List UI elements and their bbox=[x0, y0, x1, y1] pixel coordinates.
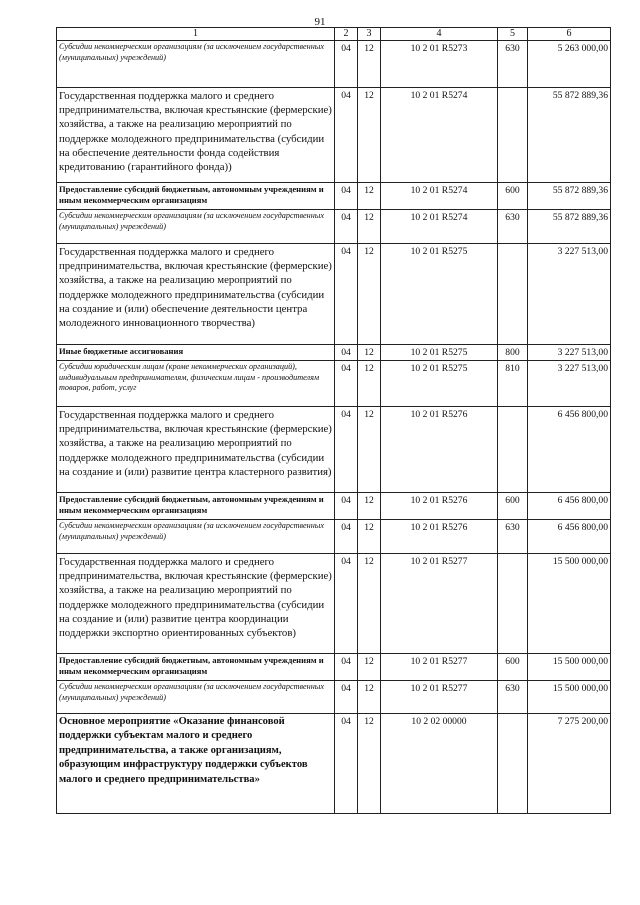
subsection-code: 12 bbox=[358, 41, 381, 88]
expense-type-code: 600 bbox=[498, 183, 528, 210]
subsection-code: 12 bbox=[358, 554, 381, 654]
subsection-code: 12 bbox=[358, 407, 381, 493]
amount: 6 456 800,00 bbox=[528, 407, 611, 493]
subsection-code: 12 bbox=[358, 244, 381, 345]
target-article-code: 10 2 01 R5274 bbox=[381, 183, 498, 210]
table-row bbox=[57, 654, 611, 681]
row-name: Предоставление субсидий бюджетным, автономным учреждениям и иным некоммерческим организациям bbox=[57, 183, 335, 210]
target-article-code: 10 2 01 R5276 bbox=[381, 520, 498, 554]
section-code: 04 bbox=[335, 493, 358, 520]
section-code: 04 bbox=[335, 210, 358, 244]
subsection-code: 12 bbox=[358, 681, 381, 714]
target-article-code: 10 2 02 00000 bbox=[381, 714, 498, 814]
table-row bbox=[57, 210, 611, 244]
row-name: Основное мероприятие «Оказание финансовой поддержки субъектам малого и среднего предпринимательства, а также организациям, образующим инфраструктуру поддержки субъектов малого и среднего предпринимательства» bbox=[57, 714, 335, 814]
expense-type-code: 600 bbox=[498, 654, 528, 681]
amount: 7 275 200,00 bbox=[528, 714, 611, 814]
column-header: 4 bbox=[381, 28, 498, 41]
table-row bbox=[57, 554, 611, 654]
target-article-code: 10 2 01 R5275 bbox=[381, 244, 498, 345]
amount: 5 263 000,00 bbox=[528, 41, 611, 88]
subsection-code: 12 bbox=[358, 88, 381, 183]
amount: 3 227 513,00 bbox=[528, 345, 611, 361]
target-article-code: 10 2 01 R5277 bbox=[381, 554, 498, 654]
target-article-code: 10 2 01 R5276 bbox=[381, 493, 498, 520]
expense-type-code bbox=[498, 88, 528, 183]
amount: 55 872 889,36 bbox=[528, 88, 611, 183]
expense-type-code bbox=[498, 714, 528, 814]
table-row bbox=[57, 407, 611, 493]
subsection-code: 12 bbox=[358, 183, 381, 210]
column-header: 2 bbox=[335, 28, 358, 41]
budget-table bbox=[56, 27, 611, 814]
expense-type-code: 810 bbox=[498, 361, 528, 407]
subsection-code: 12 bbox=[358, 654, 381, 681]
row-name: Субсидии некоммерческим организациям (за исключением государственных (муниципальных) учреждений) bbox=[57, 210, 335, 244]
section-code: 04 bbox=[335, 520, 358, 554]
target-article-code: 10 2 01 R5275 bbox=[381, 345, 498, 361]
section-code: 04 bbox=[335, 681, 358, 714]
amount: 55 872 889,36 bbox=[528, 183, 611, 210]
table-row bbox=[57, 520, 611, 554]
target-article-code: 10 2 01 R5277 bbox=[381, 654, 498, 681]
section-code: 04 bbox=[335, 361, 358, 407]
amount: 55 872 889,36 bbox=[528, 210, 611, 244]
section-code: 04 bbox=[335, 407, 358, 493]
page-number: 91 bbox=[314, 16, 326, 28]
target-article-code: 10 2 01 R5274 bbox=[381, 88, 498, 183]
target-article-code: 10 2 01 R5277 bbox=[381, 681, 498, 714]
section-code: 04 bbox=[335, 244, 358, 345]
table-row bbox=[57, 345, 611, 361]
table-row bbox=[57, 244, 611, 345]
section-code: 04 bbox=[335, 554, 358, 654]
row-name: Иные бюджетные ассигнования bbox=[57, 345, 335, 361]
column-header: 1 bbox=[57, 28, 335, 41]
column-header: 3 bbox=[358, 28, 381, 41]
expense-type-code: 630 bbox=[498, 41, 528, 88]
row-name: Субсидии некоммерческим организациям (за исключением государственных (муниципальных) учреждений) bbox=[57, 41, 335, 88]
expense-type-code bbox=[498, 244, 528, 345]
row-name: Государственная поддержка малого и среднего предпринимательства, включая крестьянские (фермерские) хозяйства, а также на реализацию мероприятий по поддержке молодежного предпринимательства (субсидии на создание и (или) обеспечение деятельности центра молодежного инновационного творчества) bbox=[57, 244, 335, 345]
table-body bbox=[57, 41, 611, 814]
target-article-code: 10 2 01 R5275 bbox=[381, 361, 498, 407]
row-name: Предоставление субсидий бюджетным, автономным учреждениям и иным некоммерческим организациям bbox=[57, 654, 335, 681]
table-row bbox=[57, 714, 611, 814]
subsection-code: 12 bbox=[358, 520, 381, 554]
row-name: Субсидии некоммерческим организациям (за исключением государственных (муниципальных) учреждений) bbox=[57, 681, 335, 714]
expense-type-code bbox=[498, 554, 528, 654]
section-code: 04 bbox=[335, 345, 358, 361]
subsection-code: 12 bbox=[358, 714, 381, 814]
row-name: Государственная поддержка малого и среднего предпринимательства, включая крестьянские (фермерские) хозяйства, а также на реализацию мероприятий по поддержке молодежного предпринимательства (субсидии на создание и (или) развитие центра координации поддержки экспортно ориентированных субъектов) bbox=[57, 554, 335, 654]
row-name: Государственная поддержка малого и среднего предпринимательства, включая крестьянские (фермерские) хозяйства, а также на реализацию мероприятий по поддержке молодежного предпринимательства (субсидии на создание и (или) развитие центра кластерного развития) bbox=[57, 407, 335, 493]
subsection-code: 12 bbox=[358, 361, 381, 407]
expense-type-code: 630 bbox=[498, 210, 528, 244]
expense-type-code: 600 bbox=[498, 493, 528, 520]
column-header: 5 bbox=[498, 28, 528, 41]
section-code: 04 bbox=[335, 654, 358, 681]
amount: 3 227 513,00 bbox=[528, 361, 611, 407]
section-code: 04 bbox=[335, 714, 358, 814]
subsection-code: 12 bbox=[358, 210, 381, 244]
table-row bbox=[57, 41, 611, 88]
target-article-code: 10 2 01 R5274 bbox=[381, 210, 498, 244]
section-code: 04 bbox=[335, 41, 358, 88]
amount: 6 456 800,00 bbox=[528, 493, 611, 520]
target-article-code: 10 2 01 R5273 bbox=[381, 41, 498, 88]
table-row bbox=[57, 183, 611, 210]
target-article-code: 10 2 01 R5276 bbox=[381, 407, 498, 493]
row-name: Субсидии юридическим лицам (кроме некоммерческих организаций), индивидуальным предпринимателям, физическим лицам - производителям товаров, работ, услуг bbox=[57, 361, 335, 407]
column-header: 6 bbox=[528, 28, 611, 41]
table-row bbox=[57, 681, 611, 714]
expense-type-code bbox=[498, 407, 528, 493]
row-name: Предоставление субсидий бюджетным, автономным учреждениям и иным некоммерческим организациям bbox=[57, 493, 335, 520]
amount: 15 500 000,00 bbox=[528, 554, 611, 654]
table-row bbox=[57, 493, 611, 520]
amount: 6 456 800,00 bbox=[528, 520, 611, 554]
amount: 15 500 000,00 bbox=[528, 654, 611, 681]
expense-type-code: 630 bbox=[498, 681, 528, 714]
subsection-code: 12 bbox=[358, 493, 381, 520]
amount: 15 500 000,00 bbox=[528, 681, 611, 714]
table-row bbox=[57, 88, 611, 183]
section-code: 04 bbox=[335, 88, 358, 183]
expense-type-code: 630 bbox=[498, 520, 528, 554]
amount: 3 227 513,00 bbox=[528, 244, 611, 345]
subsection-code: 12 bbox=[358, 345, 381, 361]
row-name: Государственная поддержка малого и среднего предпринимательства, включая крестьянские (фермерские) хозяйства, а также на реализацию мероприятий по поддержке молодежного предпринимательства (субсидии на обеспечение деятельности фонда содействия кредитованию (гарантийного фонда)) bbox=[57, 88, 335, 183]
table-row bbox=[57, 361, 611, 407]
row-name: Субсидии некоммерческим организациям (за исключением государственных (муниципальных) учреждений) bbox=[57, 520, 335, 554]
table-header-row bbox=[57, 28, 611, 41]
expense-type-code: 800 bbox=[498, 345, 528, 361]
section-code: 04 bbox=[335, 183, 358, 210]
